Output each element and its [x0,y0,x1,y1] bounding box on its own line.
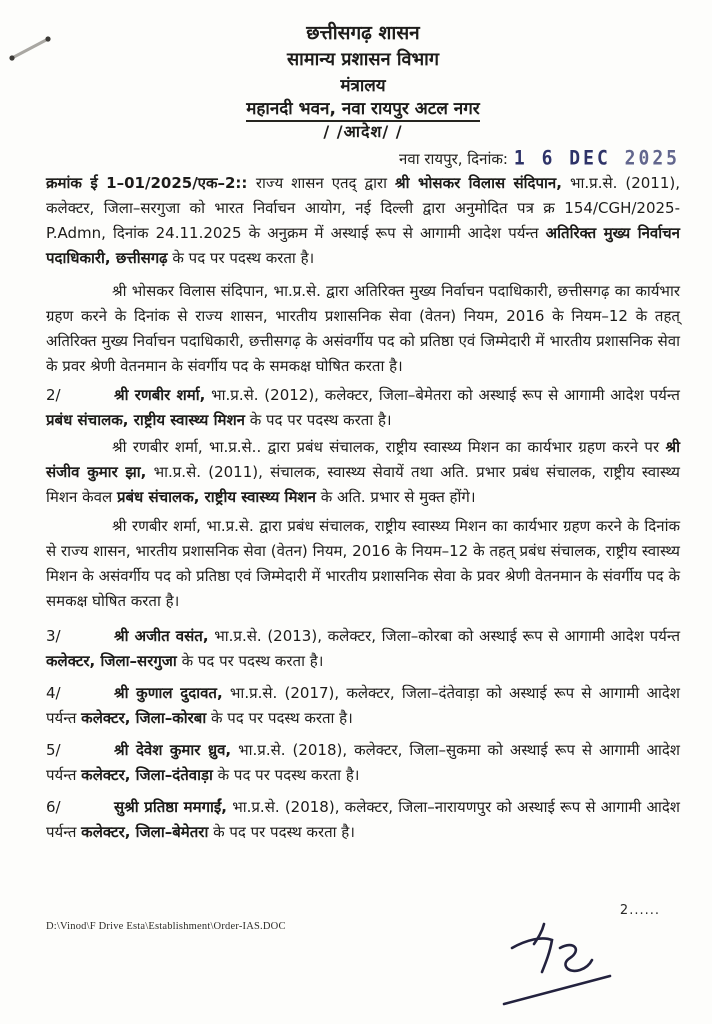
order-body [46,171,680,845]
order-title: / /आदेश/ / [323,121,403,141]
para-number: 2/ [46,385,61,404]
government-name: छत्तीसगढ़ शासन [306,22,420,44]
para-number: 4/ [46,683,61,702]
para-number: 6/ [46,797,61,816]
department-name: सामान्य प्रशासन विभाग [287,49,439,71]
date-stamp: 1 6 DEC 2025 [513,146,680,170]
para-number: 3/ [46,626,61,645]
order-paragraph: 3/ श्री अजीत वसंत, भा.प्र.से. (2013), कलेक्टर, जिला–कोरबा को अस्थाई रूप से आगामी आदेश पर्यन्त कलेक्टर, जिला–सरगुजा के पद पर पदस्थ करता है। [46,624,680,674]
order-paragraph: श्री रणबीर शर्मा, भा.प्र.से. द्वारा प्रबंध संचालक, राष्ट्रीय स्वास्थ्य मिशन का कार्यभार ग्रहण करने के दिनांक से राज्य शासन, भारतीय प्रशासनिक सेवा (वेतन) नियम, 2016 के नियम–12 के तहत् प्रबंध संचालक, राष्ट्रीय स्वास्थ्य मिशन के असंवर्गीय पद को प्रतिष्ठा एवं जिम्मेदारी में भारतीय प्रशासनिक सेवा के प्रवर श्रेणी वेतनमान के संवर्गीय पद के समकक्ष घोषित करता है। [46,516,680,610]
office-address: महानदी भवन, नवा रायपुर अटल नगर [46,99,680,119]
place-and-date-label: नवा रायपुर, दिनांक: [399,149,508,168]
order-paragraph: श्री रणबीर शर्मा, भा.प्र.से.. द्वारा प्रबंध संचालक, राष्ट्रीय स्वास्थ्य मिशन का कार्यभार ग्रहण करने पर श्री संजीव कुमार झा, भा.प्र.से. (2011), संचालक, स्वास्थ्य सेवायें तथा अति. प्रभार प्रबंध संचालक, राष्ट्रीय स्वास्थ्य मिशन केवल प्रबंध संचालक, राष्ट्रीय स्वास्थ्य मिशन के अति. प्रभार से मुक्त होंगे। [46,437,681,506]
dateline [46,148,680,169]
ministry-name: मंत्रालय [340,75,386,96]
signature-scribble [498,918,618,1018]
order-paragraph: 5/ श्री देवेश कुमार ध्रुव, भा.प्र.से. (2018), कलेक्टर, जिला–सुकमा को अस्थाई रूप से आगामी आदेश पर्यन्त कलेक्टर, जिला–दंतेवाड़ा के पद पर पदस्थ करता है। [46,738,680,788]
order-paragraph: 2/ श्री रणबीर शर्मा, भा.प्र.से. (2012), कलेक्टर, जिला–बेमेतरा को अस्थाई रूप से आगामी आदेश पर्यन्त प्रबंध संचालक, राष्ट्रीय स्वास्थ्य मिशन के पद पर पदस्थ करता है। [46,383,680,433]
order-paragraph: श्री भोसकर विलास संदिपान, भा.प्र.से. द्वारा अतिरिक्त मुख्य निर्वाचन पदाधिकारी, छत्तीसगढ़ का कार्यभार ग्रहण करने के दिनांक से राज्य शासन, भारतीय प्रशासनिक सेवा (वेतन) नियम, 2016 के नियम–12 के तहत् अतिरिक्त मुख्य निर्वाचन पदाधिकारी, छत्तीसगढ़ के असंवर्गीय पद को प्रतिष्ठा एवं जिम्मेदारी में भारतीय प्रशासनिक सेवा के प्रवर श्रेणी वेतनमान के संवर्गीय पद के समकक्ष घोषित करता है। [46,281,680,375]
page-continuation: 2...... [619,903,660,918]
footer-file-path: D:\Vinod\F Drive Esta\Establishment\Order-IAS.DOC [46,921,286,932]
order-paragraph: 6/ सुश्री प्रतिष्ठा ममगाईं, भा.प्र.से. (2018), कलेक्टर, जिला–नारायणपुर को अस्थाई रूप से आगामी आदेश पर्यन्त कलेक्टर, जिला–बेमेतरा के पद पर पदस्थ करता है। [46,795,680,845]
order-paragraph: क्रमांक ई 1–01/2025/एक–2:: राज्य शासन एतद् द्वारा श्री भोसकर विलास संदिपान, भा.प्र.से. (2011), कलेक्टर, जिला–सरगुजा को भारत निर्वाचन आयोग, नई दिल्ली द्वारा अनुमोदित पत्र क्र 154/CGH/2025-P.Admn, दिनांक 24.11.2025 के अनुक्रम में अस्थाई रूप से आगामी आदेश पर्यन्त अतिरिक्त मुख्य निर्वाचन पदाधिकारी, छत्तीसगढ़ के पद पर पदस्थ करता है। [46,173,681,267]
para-number: 5/ [46,740,61,759]
order-paragraph: 4/ श्री कुणाल दुदावत, भा.प्र.से. (2017), कलेक्टर, जिला–दंतेवाड़ा को अस्थाई रूप से आगामी आदेश पर्यन्त कलेक्टर, जिला–कोरबा के पद पर पदस्थ करता है। [46,681,680,731]
letterhead [46,22,680,142]
